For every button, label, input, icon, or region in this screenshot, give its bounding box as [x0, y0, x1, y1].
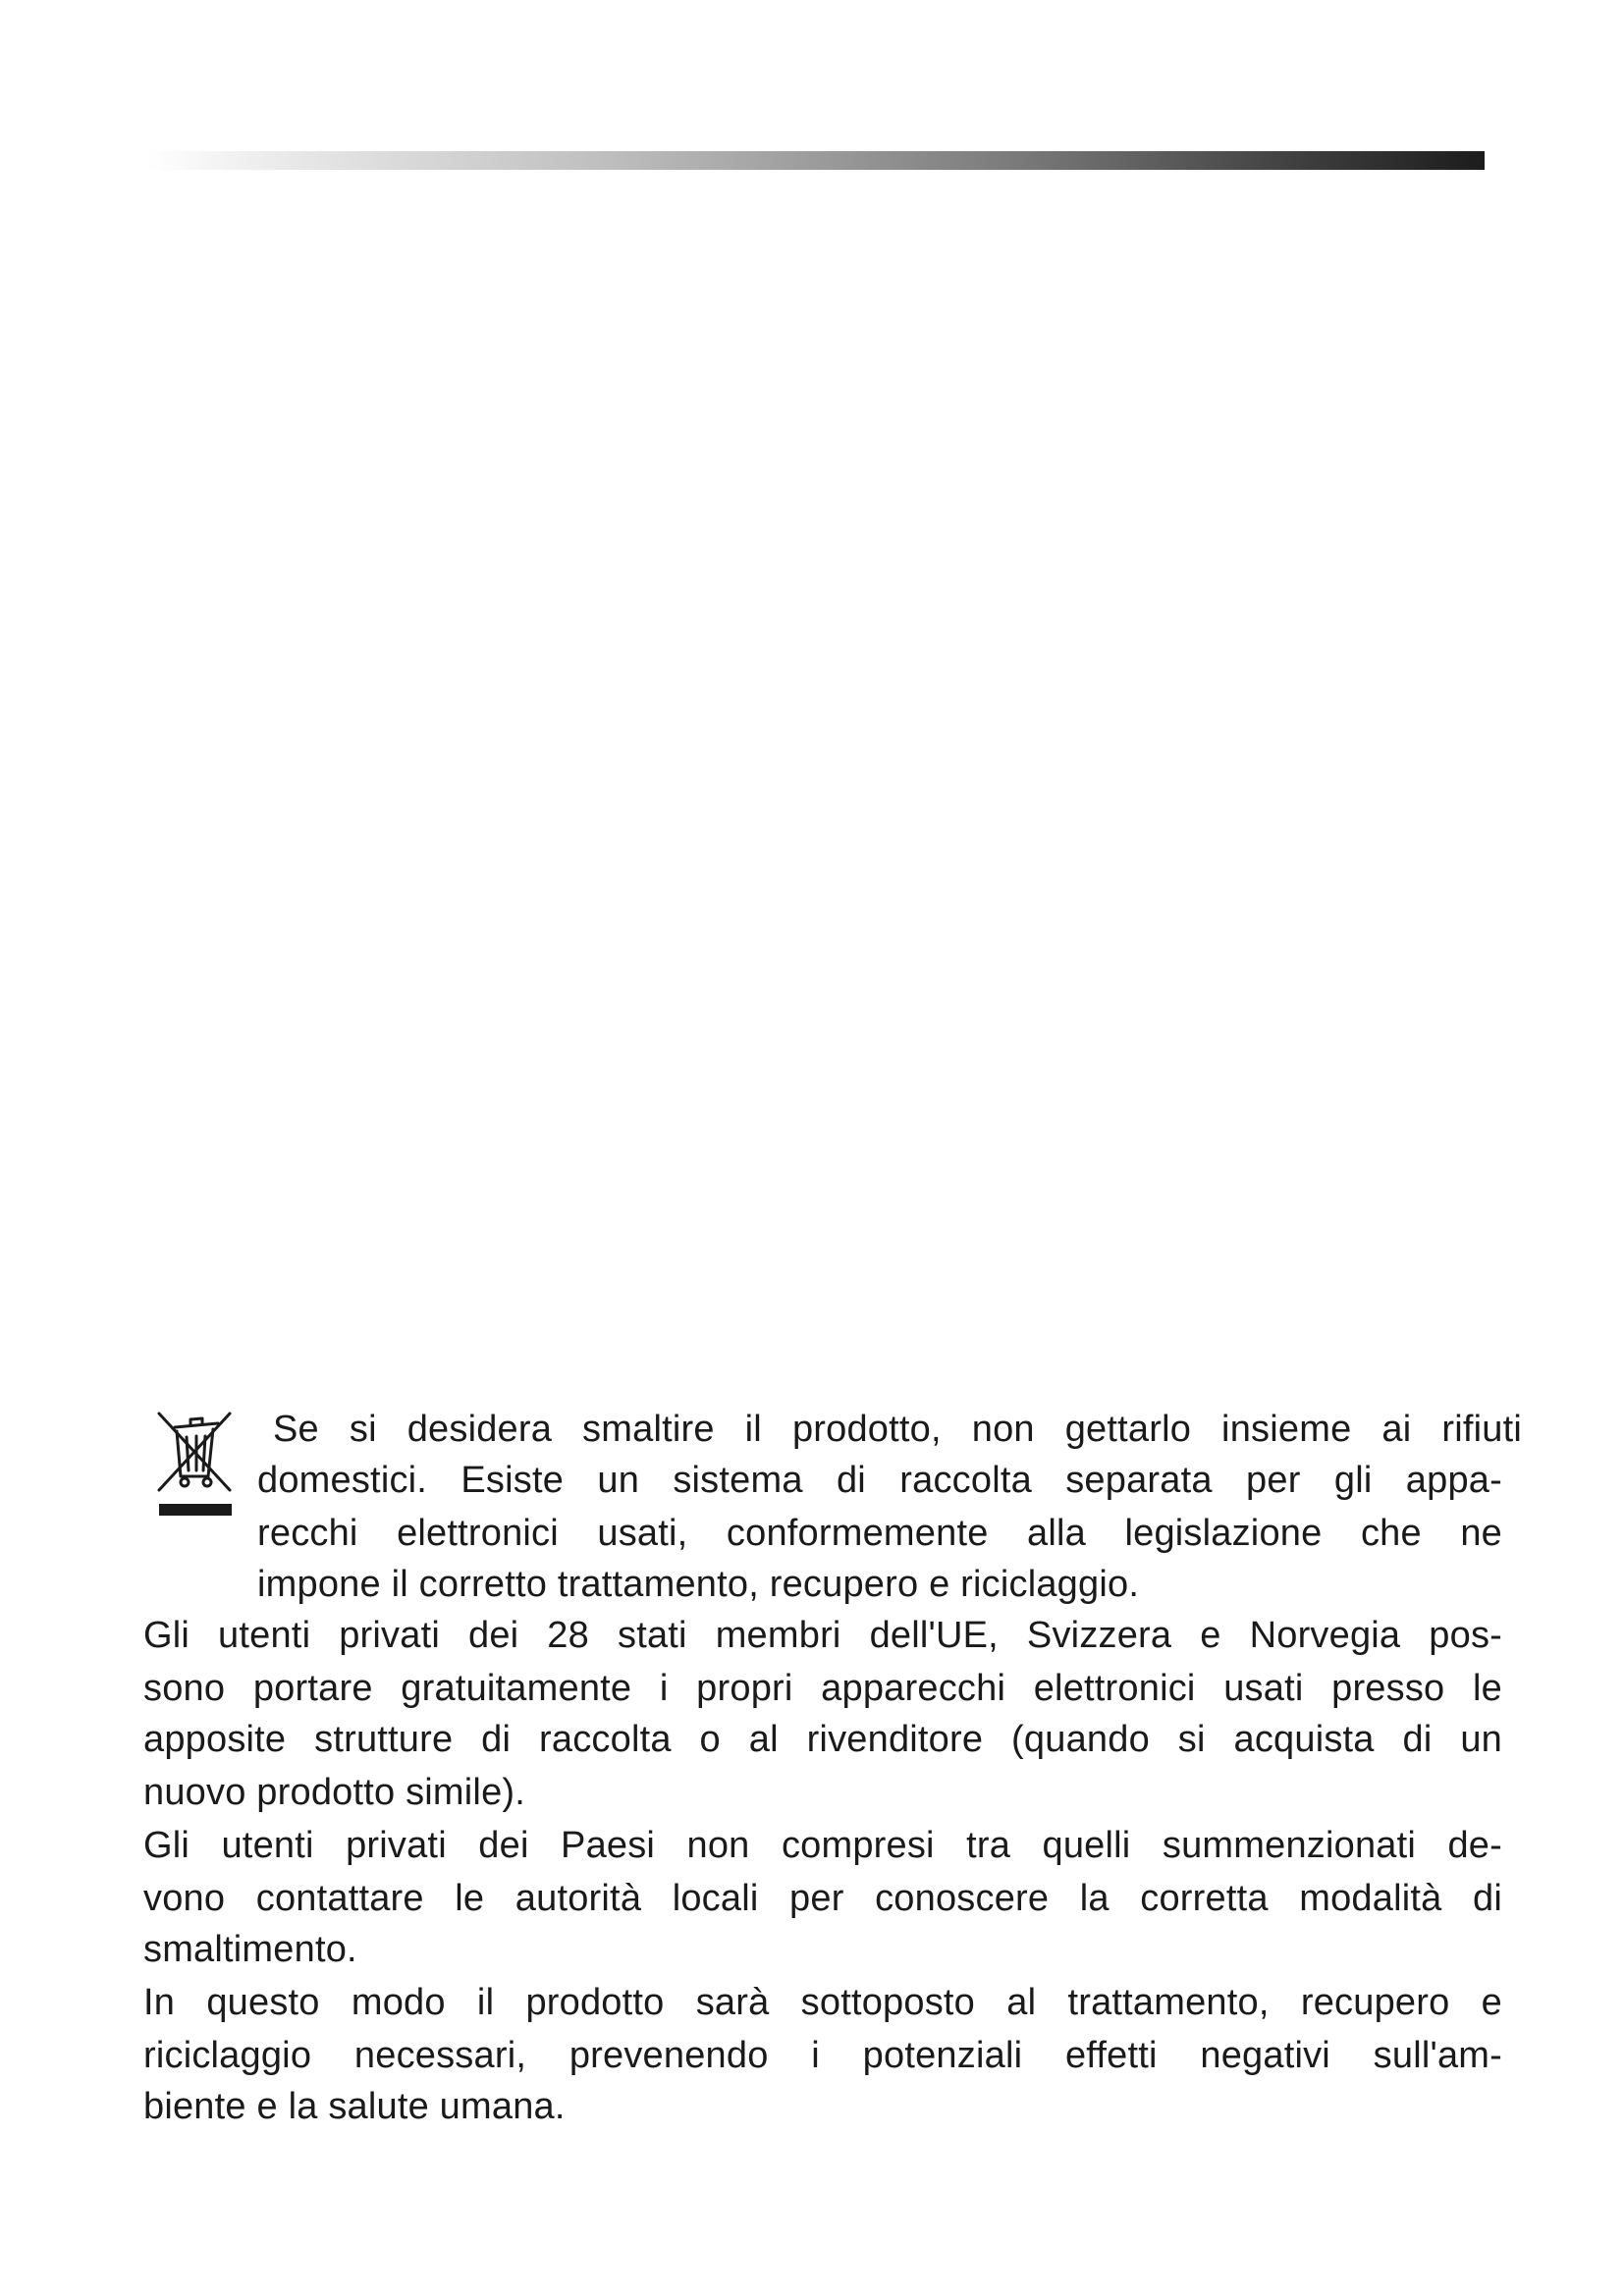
intro-line-2: domestici. Esiste un sistema di raccolta separata per gli appa- [257, 1460, 1502, 1501]
intro-line-4: impone il corretto trattamento, recupero e riciclaggio. [257, 1564, 1140, 1605]
intro-line-3: recchi elettronici usati, conformemente alla legislazione che ne [257, 1513, 1502, 1554]
paragraph-1-line-4: nuovo prodotto simile). [143, 1772, 526, 1813]
paragraph-1-line-3: apposite strutture di raccolta o al rivenditore (quando si acquista di un [143, 1719, 1502, 1760]
paragraph-1-line-1: Gli utenti privati dei 28 stati membri dell'UE, Svizzera e Norvegia pos- [143, 1615, 1502, 1656]
paragraph-3-line-2: riciclaggio necessari, prevenendo i potenziali effetti negativi sull'am- [143, 2035, 1502, 2076]
paragraph-2-line-3: smaltimento. [143, 1929, 357, 1970]
paragraph-2-line-1: Gli utenti privati dei Paesi non compresi tra quelli summenzionati de- [143, 1825, 1502, 1866]
paragraph-3-line-1: In questo modo il prodotto sarà sottoposto al trattamento, recupero e [143, 1982, 1502, 2023]
paragraph-3-line-3: biente e la salute umana. [143, 2086, 566, 2127]
intro-line-1: Se si desidera smaltire il prodotto, non gettarlo insieme ai rifiuti [273, 1409, 1522, 1450]
paragraph-2-line-2: vono contattare le autorità locali per conoscere la corretta modalità di [143, 1878, 1502, 1919]
paragraph-1-line-2: sono portare gratuitamente i propri apparecchi elettronici usati presso le [143, 1668, 1502, 1709]
